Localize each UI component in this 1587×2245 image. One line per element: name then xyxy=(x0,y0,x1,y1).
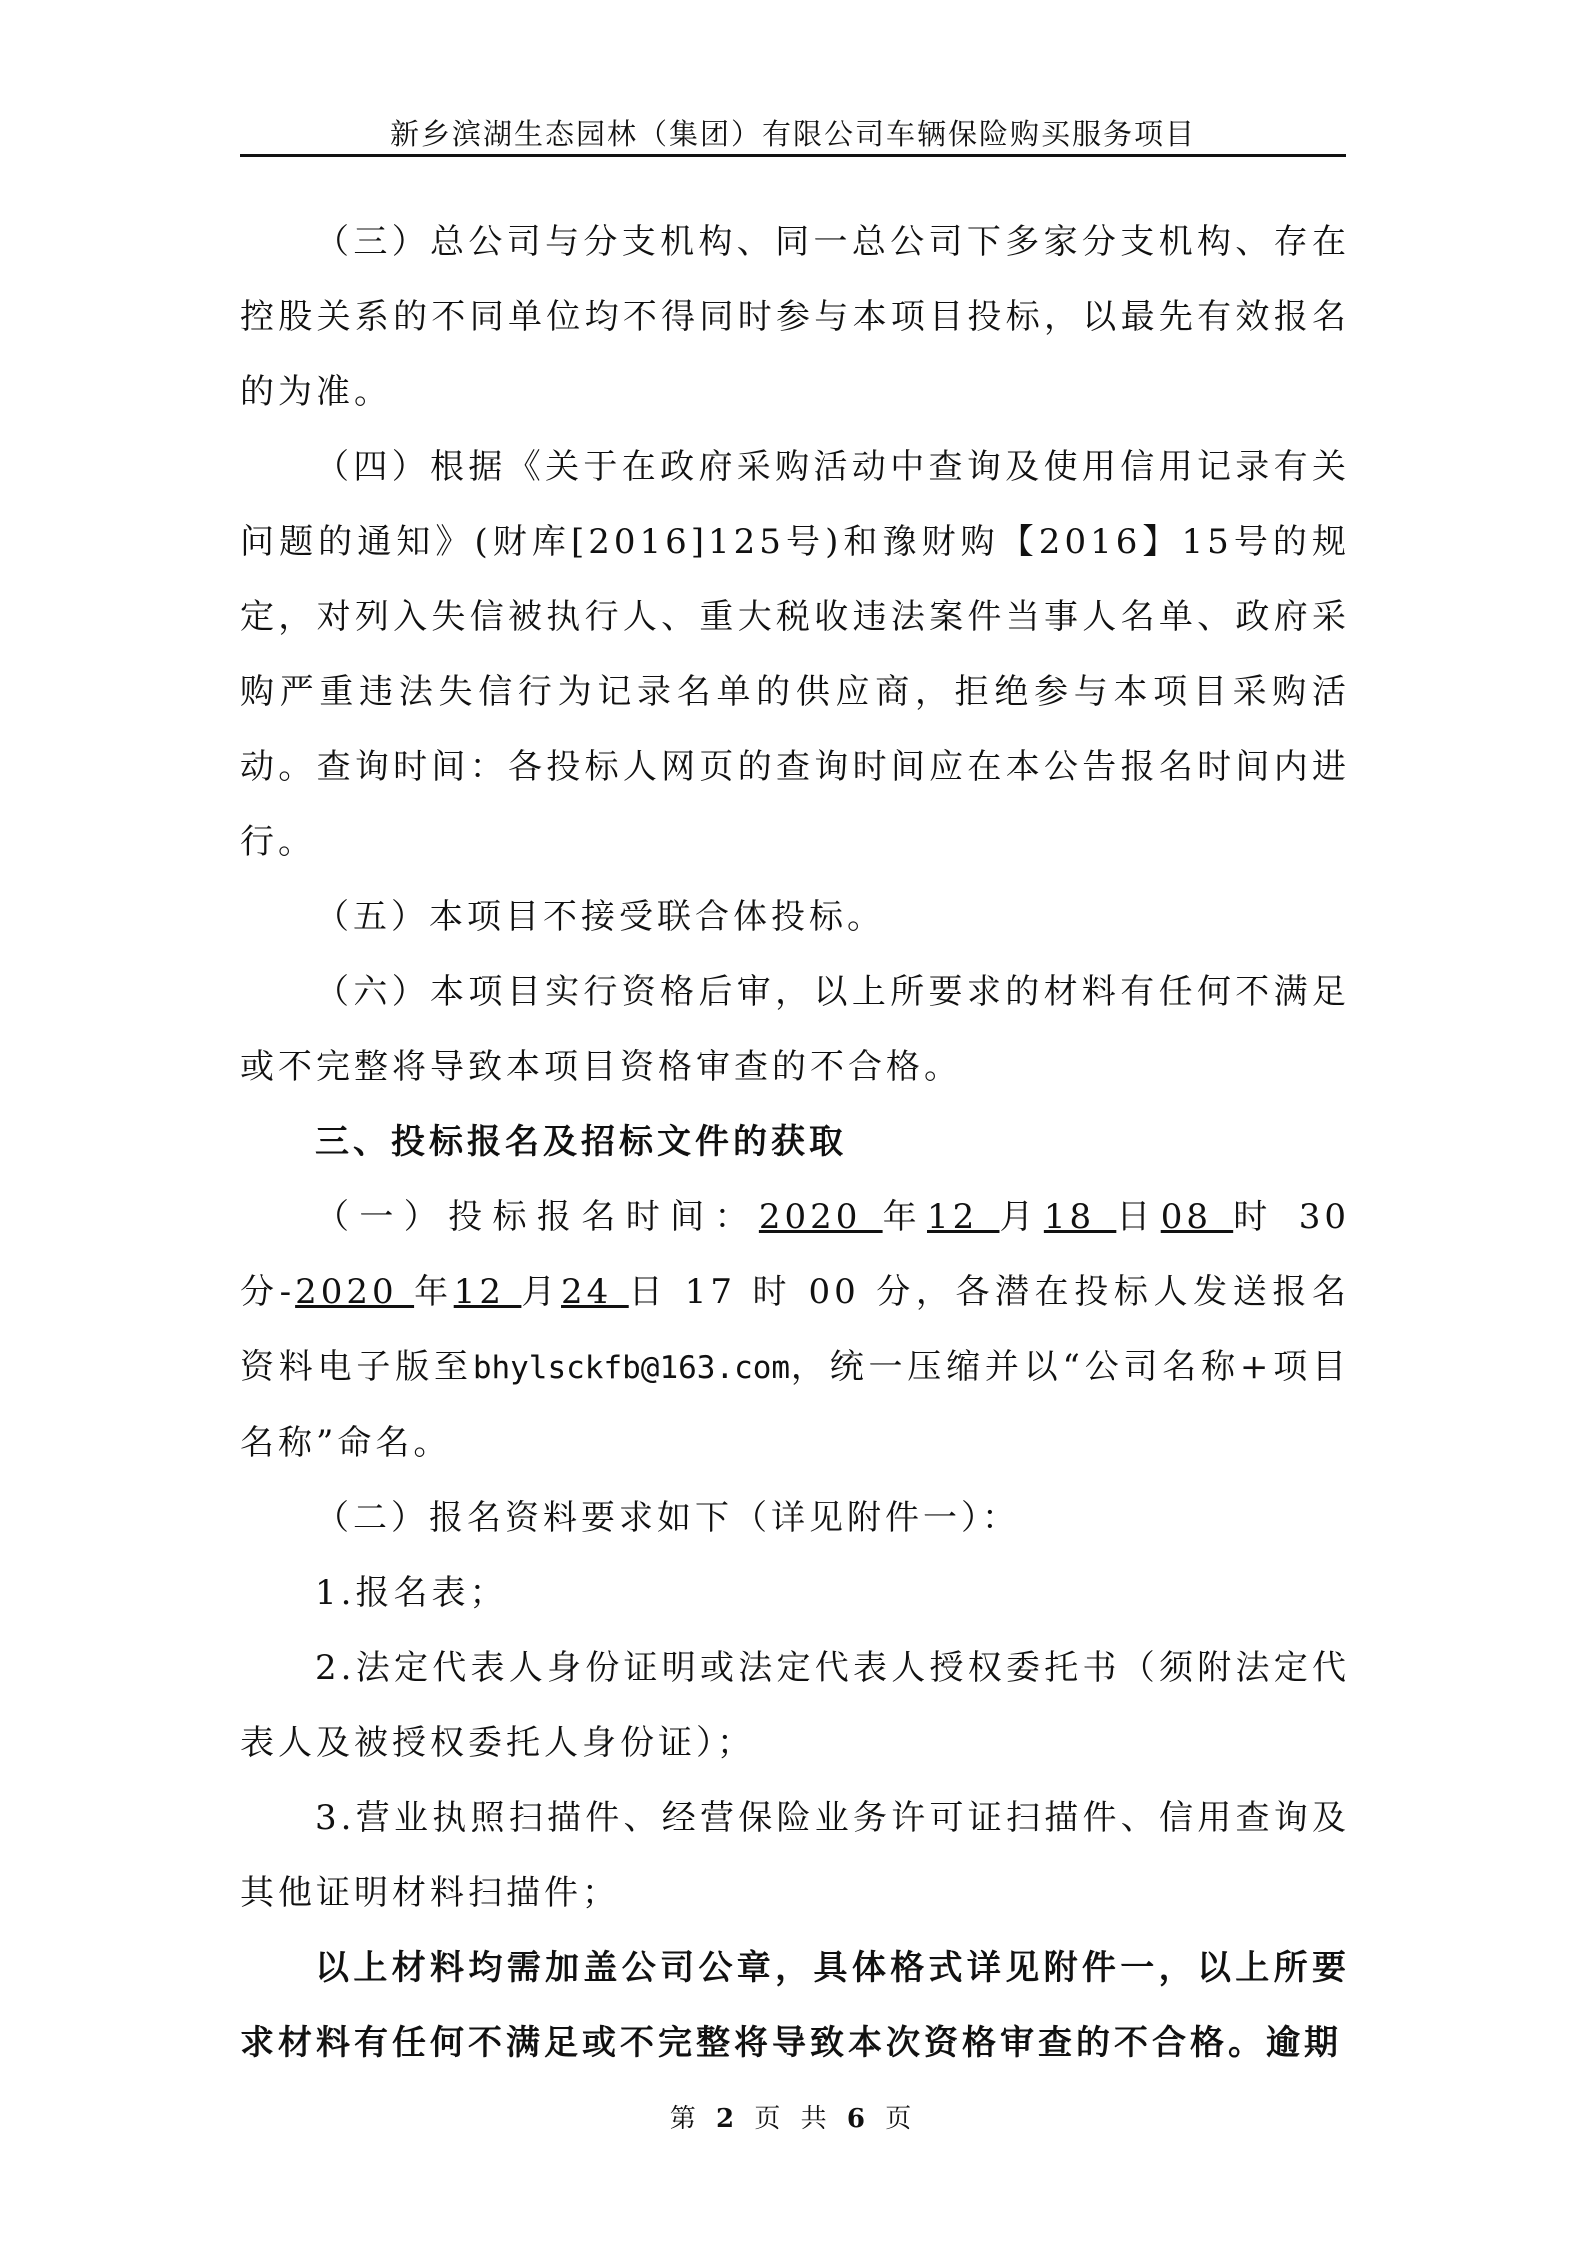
end-day: 24 xyxy=(561,1272,629,1312)
text-hour-minute: 时 30 分- xyxy=(240,1197,1351,1312)
text-month-2: 月 xyxy=(521,1272,562,1312)
end-month: 12 xyxy=(453,1272,522,1312)
header-rule xyxy=(240,154,1346,157)
page-number: 2 xyxy=(716,2104,741,2134)
text-year: 年 xyxy=(882,1197,927,1237)
section-heading: 三、投标报名及招标文件的获取 xyxy=(315,1122,847,1162)
email-address: bhylsckfb@163.com xyxy=(472,1350,791,1386)
paragraph-6: （六）本项目实行资格后审，以上所要求的材料有任何不满足或不完整将导致本项目资格审查的不合格。 xyxy=(240,972,1350,1087)
text-month: 月 xyxy=(999,1197,1044,1237)
text-day: 日 xyxy=(1116,1197,1161,1237)
paragraph-5: （五）本项目不接受联合体投标。 xyxy=(315,897,885,937)
paragraph-3: （三）总公司与分支机构、同一总公司下多家分支机构、存在控股关系的不同单位均不得同时参与本项目投标，以最先有效报名的为准。 xyxy=(240,222,1350,412)
text-year-2: 年 xyxy=(414,1272,454,1312)
requirement-item-2: 2.法定代表人身份证明或法定代表人授权委托书（须附法定代表人及被授权委托人身份证）； xyxy=(240,1648,1350,1763)
start-day: 18 xyxy=(1043,1197,1117,1237)
document-body xyxy=(240,205,1350,2081)
requirements-intro: （二）报名资料要求如下（详见附件一）： xyxy=(315,1498,1020,1538)
footer-text-ye: 页 xyxy=(885,2104,918,2134)
registration-time-paragraph xyxy=(240,1180,1350,1481)
requirement-item-3: 3.营业执照扫描件、经营保险业务许可证扫描件、信用查询及其他证明材料扫描件； xyxy=(240,1798,1350,1913)
page-footer xyxy=(0,2098,1587,2135)
registration-time-label: （一）投标报名时间： xyxy=(315,1197,759,1237)
bold-note: 以上材料均需加盖公司公章，具体格式详见附件一，以上所要求材料有任何不满足或不完整将导致本次资格审查的不合格。逾期 xyxy=(240,1948,1350,2063)
end-year: 2020 xyxy=(295,1272,415,1312)
text-naming-rule: ，统一压缩并以“公司名称+项目名称”命名。 xyxy=(240,1347,1350,1463)
footer-text-di: 第 xyxy=(669,2104,702,2134)
page-header: 新乡滨湖生态园林（集团）有限公司车辆保险购买服务项目 xyxy=(389,117,1196,151)
total-pages: 6 xyxy=(846,2104,871,2134)
paragraph-4: （四）根据《关于在政府采购活动中查询及使用信用记录有关问题的通知》(财库[2016]125号)和豫财购【2016】15号的规定，对列入失信被执行人、重大税收违法案件当事人名单、政府采购严重违法失信行为记录名单的供应商，拒绝参与本项目采购活动。查询时间：各投标人网页的查询时间应在本公告报名时间内进行。 xyxy=(240,447,1350,862)
start-month: 12 xyxy=(927,1197,1000,1237)
start-hour: 08 xyxy=(1160,1197,1234,1237)
footer-text-ye-gong: 页 共 xyxy=(754,2104,833,2134)
requirement-item-1: 1.报名表； xyxy=(315,1573,508,1613)
start-year: 2020 xyxy=(758,1197,883,1237)
text-deadline: 日 17 时 00 分，各潜在投标人发送报名资料电子版至 xyxy=(240,1272,1351,1387)
